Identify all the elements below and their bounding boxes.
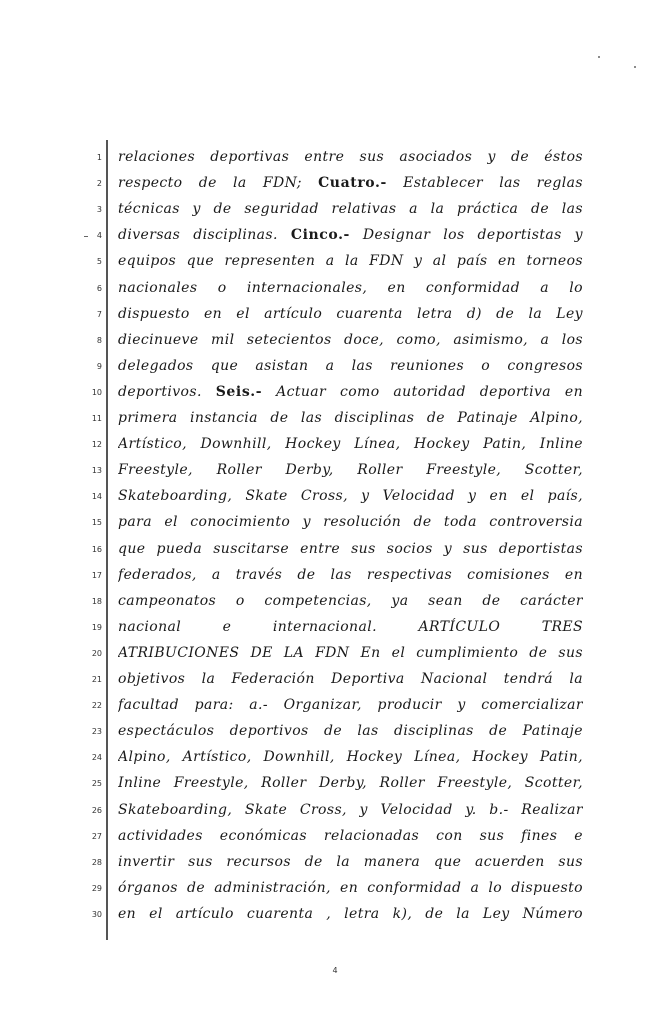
text-segment: en el artículo cuarenta , letra k), de la Ley Número xyxy=(118,905,583,922)
text-line xyxy=(118,901,583,927)
text-line xyxy=(118,275,583,301)
line-number: 3 xyxy=(96,205,102,215)
text-line xyxy=(118,588,583,614)
text-line xyxy=(118,849,583,875)
text-line xyxy=(118,170,583,196)
text-segment: objetivos la Federación Deportiva Nacional tendrá la xyxy=(118,671,583,687)
page-number: 4 xyxy=(332,966,338,975)
line-number: 24 xyxy=(91,753,102,763)
text-segment: federados, a través de las respectivas comisiones en xyxy=(118,566,583,583)
text-segment: Actuar como autoridad deportiva en xyxy=(262,383,583,400)
line-number: 21 xyxy=(91,675,102,684)
line-number: 8 xyxy=(96,335,102,345)
text-line xyxy=(118,379,583,405)
text-segment: diversas disciplinas. xyxy=(118,227,291,244)
text-line xyxy=(118,614,583,640)
text-segment: equipos que representen a la FDN y al país en torneos xyxy=(118,253,583,270)
text-line xyxy=(118,640,583,666)
clause-heading: Cuatro.- xyxy=(318,175,387,192)
line-number: 7 xyxy=(96,309,102,319)
line-number: 2 xyxy=(96,179,102,189)
text-segment: nacionales o internacionales, en conformidad a lo xyxy=(118,279,583,296)
line-number: 14 xyxy=(91,492,102,502)
text-segment: relaciones deportivas entre sus asociados y de éstos xyxy=(118,149,583,165)
line-number: 27 xyxy=(91,831,102,841)
text-segment: respecto de la FDN; xyxy=(118,175,319,192)
text-segment: facultad para: a.- Organizar, producir y comercializar xyxy=(118,697,583,714)
line-number: 10 xyxy=(91,387,102,397)
text-segment: Designar los deportistas y xyxy=(349,227,583,244)
text-segment: Artístico, Downhill, Hockey Línea, Hockey Patin, Inline xyxy=(118,436,583,453)
line-number: 23 xyxy=(91,727,102,737)
text-line xyxy=(118,431,583,457)
text-segment: órganos de administración, en conformidad a lo dispuesto xyxy=(118,879,583,896)
line-number: 15 xyxy=(91,518,102,528)
text-line xyxy=(118,405,583,431)
text-line xyxy=(118,222,583,248)
clause-heading: Cinco.- xyxy=(290,227,350,244)
scan-speck xyxy=(84,236,88,237)
text-segment: espectáculos deportivos de las disciplinas de Patinaje xyxy=(118,723,583,740)
line-number: 1 xyxy=(96,153,102,162)
line-number: 5 xyxy=(96,257,102,267)
text-segment: Freestyle, Roller Derby, Roller Freestyle, Scotter, xyxy=(118,462,583,479)
text-segment: que pueda suscitarse entre sus socios y sus deportistas xyxy=(118,540,583,557)
line-number: 25 xyxy=(91,779,102,789)
line-number: 28 xyxy=(91,857,102,867)
text-line xyxy=(118,483,583,509)
text-segment: diecinueve mil setecientos doce, como, asimismo, a los xyxy=(118,331,583,348)
line-number: 6 xyxy=(96,283,102,293)
line-number: 29 xyxy=(91,883,102,893)
text-line xyxy=(118,744,583,770)
text-line xyxy=(118,248,583,274)
text-line xyxy=(118,536,583,562)
text-segment: deportivos. xyxy=(118,383,216,400)
text-line xyxy=(118,692,583,718)
text-line xyxy=(118,875,583,901)
line-number: 13 xyxy=(91,466,102,476)
text-line xyxy=(118,457,583,483)
line-number: 4 xyxy=(96,231,102,241)
text-line xyxy=(118,327,583,353)
text-segment: primera instancia de las disciplinas de Patinaje Alpino, xyxy=(118,410,583,426)
text-line xyxy=(118,144,583,170)
line-number: 12 xyxy=(91,440,102,450)
text-segment: delegados que asistan a las reuniones o congresos xyxy=(118,357,583,374)
scan-speck xyxy=(634,66,636,68)
text-segment: Skateboarding, Skate Cross, y Velocidad y. b.- Realizar xyxy=(118,801,583,818)
text-segment: campeonatos o competencias, ya sean de carácter xyxy=(118,592,583,609)
text-line xyxy=(118,509,583,535)
line-number: 22 xyxy=(91,701,102,711)
scan-speck xyxy=(598,56,600,58)
line-number: 17 xyxy=(91,570,102,580)
text-line xyxy=(118,823,583,849)
text-segment: actividades económicas relacionadas con sus fines e xyxy=(118,827,583,844)
line-number: 16 xyxy=(91,544,102,554)
text-line xyxy=(118,562,583,588)
text-segment: Skateboarding, Skate Cross, y Velocidad y en el país, xyxy=(118,488,583,505)
text-segment: Establecer las reglas xyxy=(386,175,583,192)
text-segment: nacional e internacional. ARTÍCULO TRES xyxy=(118,618,583,635)
text-line xyxy=(118,196,583,222)
text-segment: Alpino, Artístico, Downhill, Hockey Línea, Hockey Patin, xyxy=(118,749,583,766)
text-segment: Inline Freestyle, Roller Derby, Roller Freestyle, Scotter, xyxy=(118,775,583,792)
text-line xyxy=(118,770,583,796)
text-line xyxy=(118,718,583,744)
text-line xyxy=(118,301,583,327)
clause-heading: Seis.- xyxy=(215,383,263,400)
line-number: 20 xyxy=(91,648,102,658)
line-number: 11 xyxy=(91,414,102,423)
text-line xyxy=(118,797,583,823)
line-number: 9 xyxy=(96,361,102,371)
text-segment: invertir sus recursos de la manera que acuerden sus xyxy=(118,853,583,870)
line-number: 18 xyxy=(91,596,102,606)
text-line xyxy=(118,666,583,692)
line-number: 26 xyxy=(91,805,102,815)
line-number: 19 xyxy=(91,622,102,632)
text-segment: ATRIBUCIONES DE LA FDN En el cumplimiento de sus xyxy=(118,644,583,661)
text-segment: técnicas y de seguridad relativas a la práctica de las xyxy=(118,201,583,218)
line-number: 30 xyxy=(91,909,102,919)
margin-rule xyxy=(106,140,108,940)
text-segment: para el conocimiento y resolución de toda controversia xyxy=(118,514,583,531)
text-segment: dispuesto en el artículo cuarenta letra d) de la Ley xyxy=(118,305,583,322)
text-line xyxy=(118,353,583,379)
